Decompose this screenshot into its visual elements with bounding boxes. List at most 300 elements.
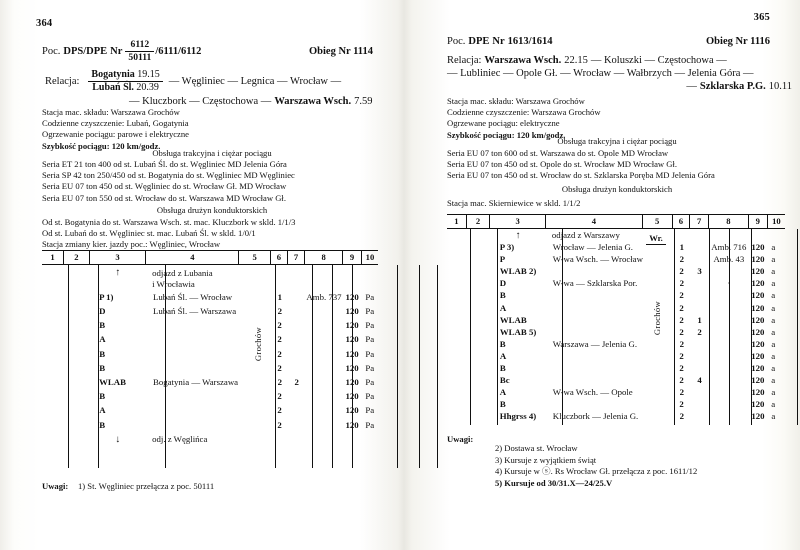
count-cell: 2	[697, 326, 702, 337]
relacja-label: Relacja:	[45, 76, 80, 87]
count-cell: 2	[679, 278, 685, 289]
speed-cell: 120	[751, 387, 765, 398]
empty-cell	[240, 265, 271, 290]
traction-line: Seria ET 21 ton 400 od st. Lubań Śl. do st. Węgliniec MD Jelenia Góra	[42, 159, 287, 169]
column-header-5: 5	[643, 215, 673, 228]
empty-cell	[147, 332, 240, 346]
class-cell: a	[771, 363, 776, 374]
table-row	[42, 375, 378, 389]
speed-cell: 120	[751, 326, 765, 337]
class-cell: Pa	[365, 391, 375, 402]
empty-cell	[447, 289, 467, 301]
table-column-rule	[397, 265, 398, 468]
left-info-block	[42, 107, 189, 152]
car-type-cell: A	[499, 302, 507, 313]
table-row	[42, 332, 378, 346]
table-row	[42, 389, 378, 403]
note-item: 3) Kursuje z wyjątkiem świąt	[495, 454, 597, 465]
car-type-cell: B	[99, 419, 106, 430]
relacja-line1-rest: — Koluszki — Częstochowa —	[590, 55, 727, 66]
remark-cell: ·	[727, 278, 731, 289]
empty-cell	[305, 403, 343, 417]
column-header-4: 4	[546, 215, 642, 228]
remark-cell: Amb. 716	[711, 242, 747, 253]
empty-cell	[643, 338, 673, 350]
relacja-from	[88, 70, 162, 81]
count-cell: 2	[277, 362, 282, 373]
table-row	[42, 265, 378, 290]
empty-cell	[240, 304, 271, 318]
empty-cell	[288, 389, 305, 403]
empty-cell	[643, 253, 673, 265]
count-cell: 2	[679, 350, 684, 361]
speed-cell: 120	[751, 290, 765, 301]
column-header-9: 9	[343, 251, 362, 264]
remark-cell: Amb. 43	[713, 254, 745, 265]
empty-cell	[288, 432, 305, 446]
car-type-cell: A	[499, 350, 507, 361]
route-cell: Lubań Śl. — Wrocław	[152, 291, 233, 302]
empty-cell	[643, 410, 673, 422]
speed-cell: 120	[751, 399, 765, 410]
class-cell: a	[771, 350, 776, 361]
count-cell: 2	[277, 419, 282, 430]
speed-cell: 120	[345, 291, 359, 302]
count-cell: 2	[679, 411, 685, 422]
route-cell: Lubań Śl. — Warszawa	[152, 306, 237, 317]
empty-cell	[288, 361, 305, 375]
empty-cell	[305, 432, 343, 446]
speed-cell: 120	[751, 254, 765, 265]
page-number-right: 365	[753, 12, 770, 23]
train-number-denominator: 50111	[125, 51, 154, 63]
train-number-fraction	[125, 40, 154, 62]
right-table-header-row	[447, 214, 785, 229]
relacja-destination-time: 10.11	[768, 81, 792, 92]
class-cell: a	[771, 399, 776, 410]
remark-cell: Amb. 737	[306, 291, 342, 302]
class-cell: a	[771, 278, 776, 289]
empty-cell	[447, 314, 467, 326]
car-type-cell: B	[499, 338, 506, 349]
crew-line: Od st. Lubań do st. Węgliniec st. mac. Lubań Śl. w skld. 1/0/1	[42, 228, 256, 239]
car-type-cell: A	[499, 387, 507, 398]
count-cell: 3	[697, 266, 702, 277]
page-number-left: 364	[36, 18, 53, 29]
empty-cell	[42, 375, 64, 389]
empty-cell	[690, 302, 709, 314]
count-cell: 2	[277, 376, 283, 387]
empty-cell	[240, 403, 271, 417]
empty-cell	[305, 318, 343, 332]
empty-cell	[240, 432, 271, 446]
notes-label: Uwagi:	[42, 481, 69, 491]
car-type-cell: B	[499, 363, 506, 374]
col5-vertical-label: Grochów	[253, 327, 263, 362]
speed-cell: 120	[345, 348, 359, 359]
empty-cell	[288, 403, 305, 417]
column-header-1: 1	[42, 251, 64, 264]
car-type-cell: B	[499, 290, 506, 301]
table-column-rule	[312, 265, 313, 468]
column-header-10: 10	[772, 216, 781, 226]
empty-cell	[690, 338, 709, 350]
info-line: Szybkość pociągu: 120 km/godz.	[447, 129, 566, 140]
count-cell: 2	[277, 391, 282, 402]
speed-cell: 120	[345, 419, 359, 430]
relacja-line2: — Lubliniec — Opole Gł. — Wrocław — Wałbrzych — Jelenia Góra —	[447, 68, 754, 79]
empty-cell	[42, 418, 64, 432]
right-obieg: Obieg Nr 1116	[706, 36, 770, 47]
table-column-rule	[68, 265, 69, 468]
empty-cell	[240, 375, 271, 389]
count-cell: 2	[679, 399, 684, 410]
relacja-line3-dash: —	[686, 81, 697, 92]
empty-cell	[690, 350, 709, 362]
speed-cell: 120	[751, 242, 765, 253]
empty-cell	[643, 398, 673, 410]
count-cell: 2	[277, 348, 282, 359]
empty-cell	[42, 265, 64, 290]
poc-label: Poc.	[42, 45, 61, 57]
car-type-cell: WLAB 2)	[499, 266, 537, 277]
class-cell: Pa	[365, 405, 375, 416]
route-cell: W-wa — Szklarska Por.	[552, 278, 638, 289]
empty-cell	[147, 403, 240, 417]
car-type-cell: ↑	[115, 267, 121, 278]
class-cell: Pa	[365, 320, 375, 331]
route-cell: odjazd z Lubania i Wrocławia	[152, 268, 213, 289]
left-crew-block	[42, 217, 295, 251]
class-cell: a	[771, 242, 776, 253]
column-header-8: 8	[305, 251, 343, 264]
col5-top-text: Wr.	[646, 233, 666, 245]
car-type-cell: WLAB	[99, 376, 126, 387]
class-cell: a	[771, 326, 776, 337]
empty-cell	[690, 398, 709, 410]
empty-cell	[643, 374, 673, 386]
left-train-number-line	[42, 40, 201, 62]
car-type-cell: A	[99, 334, 106, 345]
speed-cell: 120	[751, 266, 765, 277]
column-header-3: 3	[90, 251, 147, 264]
column-header-2: 2	[64, 251, 90, 264]
relacja-destination: Szklarska P.G.	[699, 81, 766, 92]
train-number-numerator: 6112	[130, 39, 150, 50]
count-cell: 1	[679, 242, 685, 253]
class-cell: a	[771, 302, 776, 313]
column-header-1: 1	[447, 215, 467, 228]
route-cell: odjazd z Warszawy	[551, 230, 620, 240]
info-line: Szybkość pociągu: 120 km/godz.	[42, 140, 161, 151]
note-item: 4) Kursuje w ⓢ. Rs Wrocław Gł. przełącza z poc. 1611/12	[495, 466, 698, 477]
speed-cell: 120	[345, 391, 359, 402]
poc-type: DPS/DPE	[63, 45, 108, 57]
car-type-cell: A	[99, 405, 106, 416]
car-type-cell: B	[99, 320, 106, 331]
traction-line: Seria SP 42 ton 250/450 od st. Bogatynia do st. Węgliniec MD Węgliniec	[42, 170, 295, 181]
empty-cell	[690, 253, 709, 265]
traction-line: Seria EU 07 ton 600 od st. Warszawa do st. Opole MD Wrocław	[447, 148, 669, 158]
right-traction-block	[447, 148, 715, 182]
column-header-9: 9	[749, 215, 768, 228]
table-row	[42, 304, 378, 318]
table-row	[42, 418, 378, 432]
right-table-body	[447, 229, 785, 425]
empty-cell	[643, 277, 673, 289]
table-column-rule	[275, 265, 276, 468]
empty-cell	[447, 374, 467, 386]
col5-vertical-label: Grochów	[652, 301, 662, 336]
count-cell: 2	[277, 320, 282, 331]
table-column-rule	[98, 265, 99, 468]
right-info-block	[447, 96, 601, 141]
count-cell: 2	[679, 302, 684, 313]
table-row	[42, 432, 378, 446]
count-cell: 2	[679, 387, 685, 398]
column-header-10: 10	[365, 252, 375, 262]
car-type-cell: P	[499, 254, 506, 265]
count-cell: 4	[697, 375, 702, 386]
speed-cell: 120	[345, 405, 359, 416]
notes-label: Uwagi:	[447, 434, 474, 444]
count-cell: 2	[679, 338, 685, 349]
car-type-cell: B	[499, 399, 506, 410]
empty-cell	[288, 304, 305, 318]
relacja-line2: — Kluczbork — Częstochowa —	[129, 96, 272, 107]
class-cell: Pa	[365, 334, 375, 345]
traction-line: Seria EU 07 ton 450 od st. Opole do st. Wrocław MD Wrocław Gł.	[447, 159, 678, 170]
empty-cell	[690, 289, 709, 301]
class-cell: a	[771, 387, 776, 398]
right-composition-table	[447, 214, 785, 425]
info-line: Ogrzewanie pociągu: parowe i elektryczne	[42, 129, 189, 140]
empty-cell	[305, 375, 343, 389]
column-header-7: 7	[288, 251, 305, 264]
class-cell: a	[771, 411, 776, 422]
empty-cell	[447, 277, 467, 289]
column-header-3: 3	[490, 215, 546, 228]
empty-cell	[147, 318, 240, 332]
table-column-rule	[709, 229, 710, 425]
relacja-label: Relacja:	[447, 55, 482, 66]
nr-label: Nr	[110, 45, 123, 57]
car-type-cell: WLAB	[499, 314, 527, 325]
empty-cell	[643, 289, 673, 301]
count-cell: 1	[697, 314, 702, 325]
relacja-line2-end: Warszawa Wsch.	[274, 96, 352, 107]
route-cell: Kluczbork — Jelenia G.	[552, 411, 639, 422]
speed-cell: 120	[751, 302, 765, 313]
table-column-rule	[470, 229, 471, 425]
table-row	[42, 318, 378, 332]
empty-cell	[305, 304, 343, 318]
traction-line: Seria EU 07 ton 450 od st. Węgliniec do st. Wrocław Gł. MD Wrocław	[42, 181, 287, 192]
empty-cell	[271, 432, 288, 446]
column-header-5: 5	[239, 251, 270, 264]
count-cell: 1	[277, 291, 283, 302]
empty-cell	[240, 389, 271, 403]
column-header-4: 4	[146, 251, 239, 264]
empty-cell	[147, 361, 240, 375]
empty-cell	[447, 386, 467, 398]
relacja-from-station: Bogatynia	[91, 69, 135, 80]
table-column-rule	[352, 265, 353, 468]
empty-cell	[42, 432, 64, 446]
empty-cell	[288, 332, 305, 346]
train-number-rest: /6111/6112	[155, 45, 202, 57]
empty-cell	[447, 241, 467, 253]
empty-cell	[147, 389, 240, 403]
table-column-rule	[332, 265, 333, 468]
empty-cell	[288, 265, 305, 290]
car-type-cell: ↓	[115, 433, 121, 445]
car-type-cell: ↑	[515, 230, 521, 241]
empty-cell	[447, 229, 467, 241]
empty-cell	[690, 229, 709, 241]
relacja-line1-rest: — Węgliniec — Legnica — Wrocław —	[168, 76, 342, 87]
empty-cell	[447, 302, 467, 314]
empty-cell	[690, 410, 709, 422]
relacja-from-time: 19.15	[137, 69, 160, 80]
left-composition-table	[42, 250, 378, 468]
empty-cell	[447, 410, 467, 422]
empty-cell	[643, 350, 673, 362]
right-page	[404, 0, 800, 550]
relacja-line2-end-time: 7.59	[354, 96, 373, 107]
count-cell: 2	[679, 254, 685, 265]
empty-cell	[447, 398, 467, 410]
car-type-cell: B	[99, 362, 106, 373]
empty-cell	[288, 347, 305, 361]
left-crew-heading: Obsługa drużyn konduktorskich	[156, 205, 268, 215]
car-type-cell: B	[99, 391, 106, 402]
empty-cell	[240, 418, 271, 432]
relacja-origin: Warszawa Wsch.	[484, 55, 562, 66]
count-cell: 2	[679, 326, 684, 337]
empty-cell	[305, 418, 343, 432]
column-header-6: 6	[673, 215, 690, 228]
relacja-origin-time: 22.15	[564, 55, 588, 66]
class-cell: a	[771, 314, 776, 325]
table-column-rule	[751, 229, 752, 425]
empty-cell	[42, 304, 64, 318]
table-column-rule	[797, 229, 798, 425]
speed-cell: 120	[345, 320, 359, 331]
relacja-fraction	[88, 70, 162, 93]
empty-cell	[42, 403, 64, 417]
info-line: Stacja mac. składu: Warszawa Grochów	[42, 107, 180, 117]
empty-cell	[690, 241, 709, 253]
class-cell: Pa	[365, 362, 375, 373]
empty-cell	[42, 389, 64, 403]
speed-cell: 120	[345, 376, 359, 387]
class-cell: Pa	[365, 419, 375, 430]
empty-cell	[690, 277, 709, 289]
class-cell: a	[771, 375, 776, 386]
count-cell: 2	[277, 306, 283, 317]
empty-cell	[42, 361, 64, 375]
empty-cell	[240, 361, 271, 375]
route-cell: Wrocław — Jelenia G.	[552, 242, 634, 253]
empty-cell	[643, 265, 673, 277]
speed-cell: 120	[751, 375, 765, 386]
info-line: Stacja mac. składu: Warszawa Grochów	[447, 96, 585, 106]
class-cell: a	[771, 254, 776, 265]
class-cell: Pa	[365, 348, 375, 359]
speed-cell: 120	[751, 363, 765, 374]
count-cell: 2	[294, 376, 299, 387]
column-header-8: 8	[709, 215, 749, 228]
table-column-rule	[165, 265, 166, 468]
speed-cell: 120	[751, 314, 765, 325]
count-cell: 2	[679, 314, 684, 325]
traction-line: Seria EU 07 ton 450 od st. Wrocław do st. Szklarska Poręba MD Jelenia Góra	[447, 170, 715, 181]
left-obieg: Obieg Nr 1114	[309, 46, 373, 57]
empty-cell	[643, 362, 673, 374]
empty-cell	[288, 290, 305, 304]
empty-cell	[42, 318, 64, 332]
car-type-cell: P 1)	[99, 291, 114, 302]
car-type-cell: Bc	[499, 375, 510, 386]
empty-cell	[305, 265, 343, 290]
class-cell: Pa	[365, 291, 375, 302]
empty-cell	[447, 338, 467, 350]
column-header-7: 7	[690, 215, 709, 228]
table-row	[42, 290, 378, 304]
count-cell: 2	[679, 290, 684, 301]
class-cell: a	[771, 290, 776, 301]
count-cell: 2	[277, 405, 282, 416]
left-notes	[42, 481, 382, 493]
empty-cell	[240, 290, 271, 304]
route-cell: Bogatynia — Warszawa	[152, 376, 239, 387]
car-type-cell: Hhgrss 4)	[499, 411, 537, 422]
route-cell: Warszawa — Jelenia G.	[552, 338, 638, 349]
empty-cell	[447, 326, 467, 338]
right-train-number-line	[447, 36, 553, 47]
table-column-rule	[562, 229, 563, 425]
speed-cell: 120	[345, 362, 359, 373]
empty-cell	[768, 229, 785, 241]
speed-cell: 120	[345, 334, 359, 345]
right-traction-heading: Obsługa trakcyjna i ciężar pociągu	[557, 136, 677, 146]
crew-line: Od st. Bogatynia do st. Warszawa Wsch. st. mac. Kluczbork w skld. 1/1/3	[42, 217, 296, 227]
note-item: 1) St. Węgliniec przełącza z poc. 50111	[78, 481, 215, 491]
table-column-rule	[497, 229, 498, 425]
empty-cell	[147, 418, 240, 432]
traction-line: Seria EU 07 ton 550 od st. Wrocław do st. Warszawa MD Wrocław Gł.	[42, 192, 286, 203]
empty-cell	[305, 361, 343, 375]
class-cell: Pa	[365, 306, 375, 317]
route-cell: W-wa Wsch. — Opole	[552, 387, 633, 398]
empty-cell	[447, 265, 467, 277]
empty-cell	[447, 362, 467, 374]
car-type-cell: D	[99, 306, 106, 317]
class-cell: Pa	[365, 376, 375, 387]
left-traction-heading: Obsługa trakcyjna i ciężar pociągu	[152, 148, 272, 158]
info-line: Codzienne czyszczenie: Warszawa Grochów	[447, 107, 601, 118]
empty-cell	[690, 362, 709, 374]
empty-cell	[362, 265, 378, 290]
crew-line: Stacja zmiany kier. jazdy poc.: Węgliniec, Wrocław	[42, 239, 221, 250]
table-column-rule	[729, 229, 730, 425]
empty-cell	[42, 347, 64, 361]
note-item: 2) Dostawa st. Wrocław	[495, 443, 578, 453]
table-row	[42, 361, 378, 375]
col5-top-label	[635, 233, 677, 245]
right-notes	[447, 434, 792, 490]
